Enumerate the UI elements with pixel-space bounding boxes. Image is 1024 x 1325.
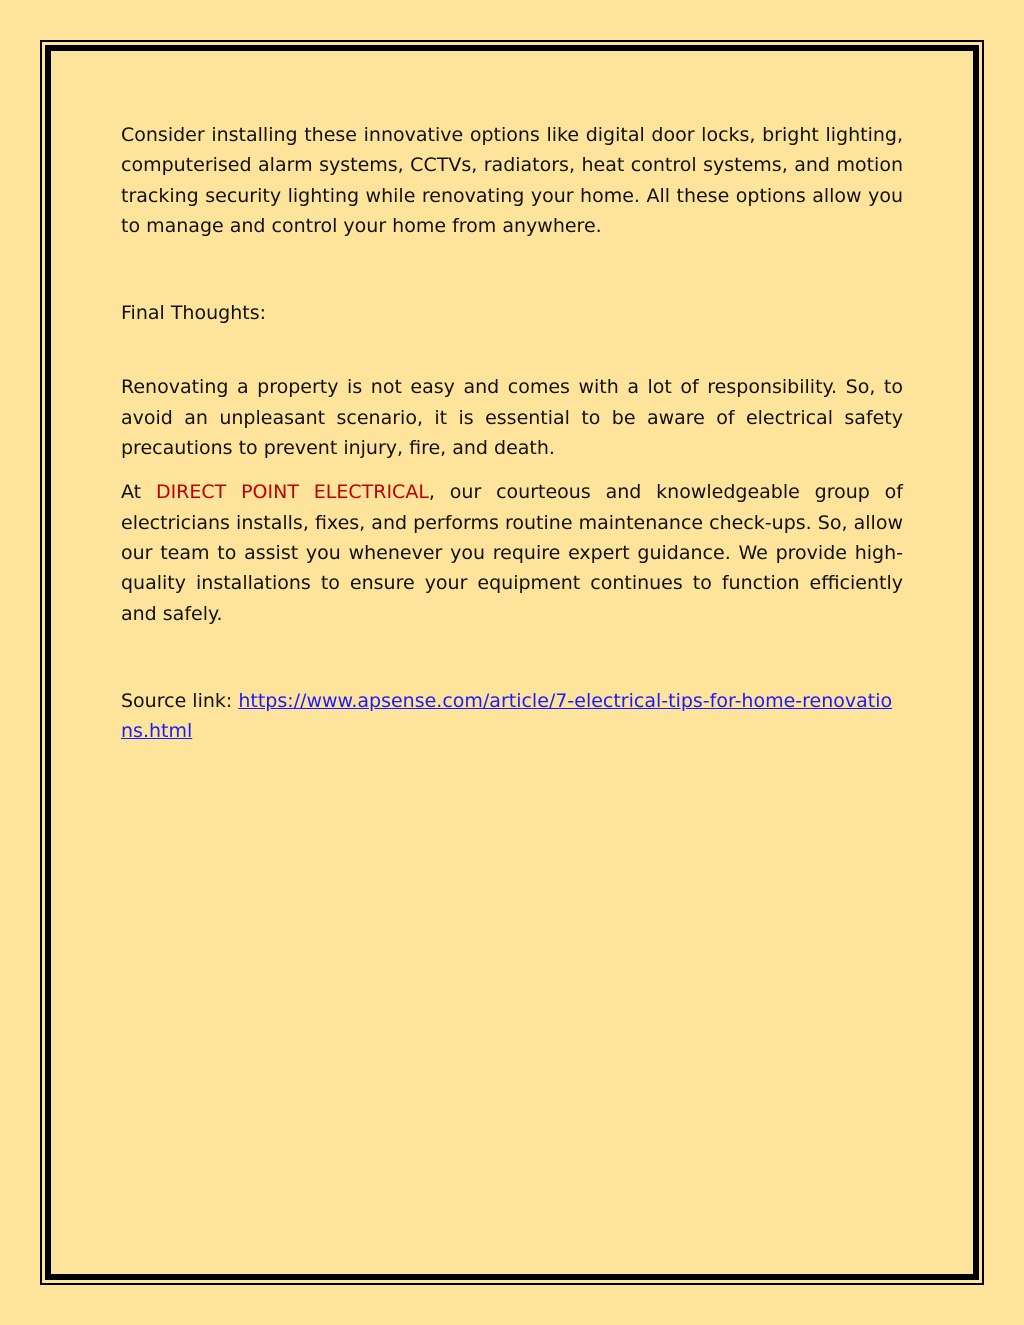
source-line	[121, 686, 903, 747]
company-paragraph	[121, 477, 903, 628]
source-link[interactable]: https://www.apsense.com/article/7-electrical-tips-for-home-renovations.html	[121, 689, 893, 743]
renovation-paragraph: Renovating a property is not easy and comes with a lot of responsibility. So, to avoid an unpleasant scenario, it is essential to be aware of electrical safety precautions to prevent injury, fire, and death.	[121, 376, 903, 460]
brand-name: DIRECT POINT ELECTRICAL	[155, 481, 429, 504]
intro-paragraph: Consider installing these innovative options like digital door locks, bright lighting, computerised alarm systems, CCTVs, radiators, heat control systems, and motion tracking security lighting while renovating your home. All these options allow you to manage and control your home from anywhere.	[121, 124, 903, 237]
final-thoughts-heading: Final Thoughts:	[121, 302, 266, 325]
company-paragraph-prefix: At	[121, 481, 156, 504]
company-paragraph-rest: , our courteous and knowledgeable group of electricians installs, fixes, and performs routine maintenance check-ups. So, allow our team to assist you whenever you require expert guidance. We provide high-quality installations to ensure your equipment continues to function efficiently and safely.	[121, 481, 903, 625]
source-label: Source link:	[121, 689, 239, 712]
document-body	[121, 120, 903, 746]
